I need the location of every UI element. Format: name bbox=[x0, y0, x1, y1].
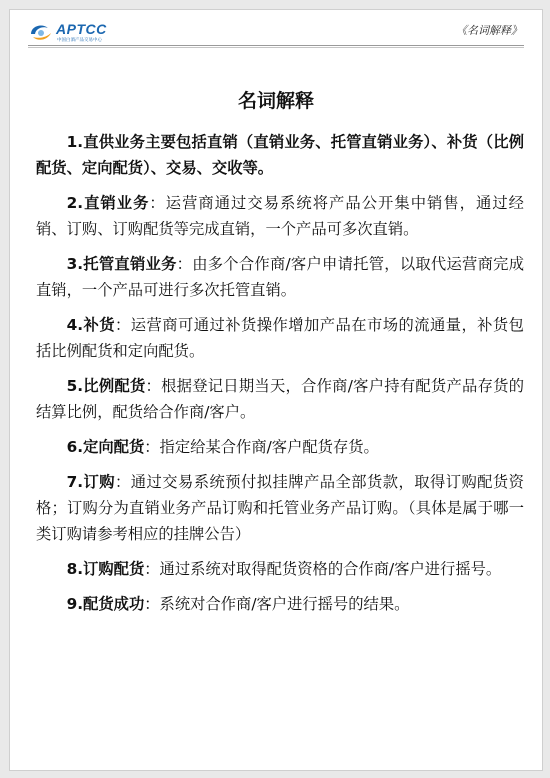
page-header bbox=[10, 10, 542, 50]
term-definition: ：系统对合作商/客户进行摇号的结果。 bbox=[144, 595, 410, 613]
document-page bbox=[9, 9, 543, 771]
term-label: 8.订购配货 bbox=[66, 560, 145, 578]
term-definition: ：根据登记日期当天，合作商/客户持有配货产品存货的结算比例，配货给合作商/客户。 bbox=[36, 377, 524, 421]
term-definition: ：运营商可通过补货操作增加产品在市场的流通量，补货包括比例配货和定向配货。 bbox=[36, 316, 524, 360]
header-divider bbox=[28, 45, 524, 46]
term-label: 2.直销业务 bbox=[66, 194, 150, 212]
term-paragraph bbox=[36, 190, 524, 242]
term-label: 9.配货成功 bbox=[66, 595, 145, 613]
term-definition: ：指定给某合作商/客户配货存货。 bbox=[144, 438, 379, 456]
term-label: 7.订购 bbox=[66, 473, 115, 491]
term-label: 6.定向配货 bbox=[66, 438, 145, 456]
term-paragraph bbox=[36, 434, 524, 460]
intro-paragraph: 1.直供业务主要包括直销（直销业务、托管直销业务）、补货（比例配货、定向配货）、交易、交收等。 bbox=[36, 133, 524, 177]
logo-swirl-icon bbox=[28, 20, 54, 44]
term-label: 5.比例配货 bbox=[66, 377, 146, 395]
term-paragraph bbox=[36, 556, 524, 582]
logo-text: APTCC bbox=[56, 21, 107, 37]
term-definition: ：通过交易系统预付拟挂牌产品全部货款，取得订购配货资格；订购分为直销业务产品订购和托管业务产品订购。（具体是属于哪一类订购请参考相应的挂牌公告） bbox=[36, 473, 524, 543]
term-label: 4.补货 bbox=[66, 316, 115, 334]
logo-subtitle: 中国白酒产品交易中心 bbox=[57, 38, 102, 43]
term-definition: ：运营商通过交易系统将产品公开集中销售，通过经销、订购、订购配货等完成直销，一个产品可多次直销。 bbox=[36, 194, 524, 238]
header-divider-thin bbox=[28, 47, 524, 48]
term-paragraph bbox=[36, 591, 524, 617]
glossary-content bbox=[36, 129, 524, 626]
term-paragraph bbox=[36, 251, 524, 303]
page-title: 名词解释 bbox=[237, 90, 314, 112]
term-paragraph bbox=[36, 373, 524, 425]
term-definition: ：由多个合作商/客户申请托管，以取代运营商完成直销，一个产品可进行多次托管直销。 bbox=[36, 255, 524, 299]
header-section-title: 《名词解释》 bbox=[456, 24, 522, 37]
term-paragraph bbox=[36, 469, 524, 547]
term-paragraph bbox=[36, 312, 524, 364]
aptcc-logo bbox=[28, 20, 168, 48]
term-label: 3.托管直销业务 bbox=[66, 255, 177, 273]
term-definition: ：通过系统对取得配货资格的合作商/客户进行摇号。 bbox=[144, 560, 502, 578]
